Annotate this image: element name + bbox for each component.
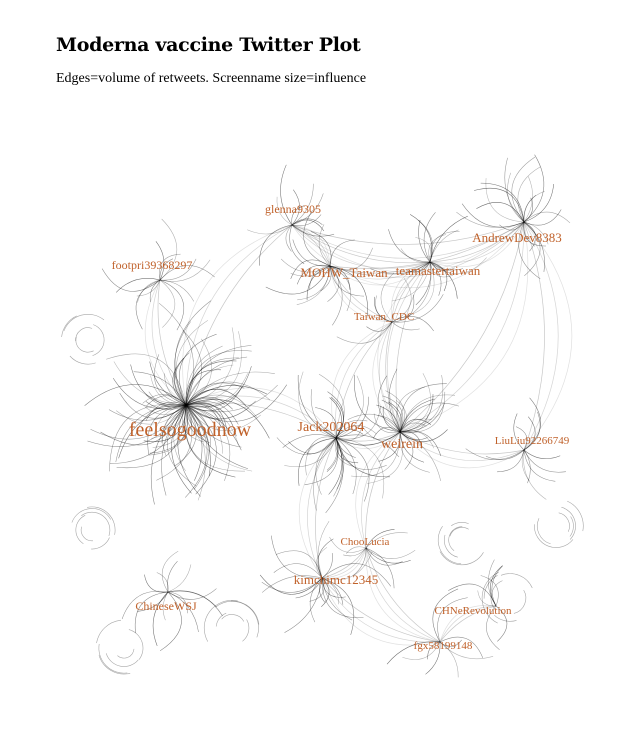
isolated-edge [97,620,122,643]
node-label-fgx58199148: fgx58199148 [413,640,473,652]
isolated-cluster [97,620,144,674]
isolated-cluster [204,600,259,641]
isolated-edge [216,601,259,637]
retweet-edge [168,565,191,593]
isolated-edge [216,613,226,626]
retweet-edge [366,548,411,563]
retweet-fan-feelsogoodnow [85,301,287,505]
retweet-edge [366,548,415,559]
retweet-edge [476,202,524,222]
retweet-edge [522,450,529,481]
retweet-edge [292,225,334,236]
retweet-edge [318,521,329,578]
retweet-edge [474,188,524,222]
node-label-AndrewDev8383: AndrewDev8383 [472,230,562,245]
isolated-edge [91,538,110,550]
isolated-edge [514,590,526,613]
retweet-edge [116,278,160,292]
edge-LiuLiu92266749-AndrewDev8383 [524,222,558,450]
node-label-Taiwan_CDC: Taiwan_CDC [353,311,415,323]
plot-subtitle: Edges=volume of retweets. Screenname size=influence [56,71,367,86]
node-label-weirein: weirein [381,437,423,452]
retweet-edge [524,450,560,459]
isolated-edge [450,527,469,536]
retweet-fan-AndrewDev8383 [456,155,570,279]
retweet-edge [392,322,420,330]
isolated-edge [222,614,244,621]
node-label-teamastertaiwan: teamastertaiwan [395,263,481,278]
node-label-CHNeRevolution: CHNeRevolution [434,605,512,617]
retweet-edge [430,231,460,262]
retweet-edge [524,195,536,222]
retweet-edge [102,269,160,292]
isolated-edge [99,644,127,673]
isolated-edge [570,517,574,537]
retweet-edge [524,212,570,223]
retweet-edge [168,589,217,600]
edge-glenna9305-feelsogoodnow [183,225,292,405]
retweet-edge [492,566,503,606]
isolated-edge [444,535,458,557]
retweet-edge [186,350,252,405]
isolated-edge [117,649,134,658]
isolated-edge [106,653,138,666]
isolated-cluster [438,522,483,565]
isolated-edge [87,507,115,535]
retweet-fan-LiuLiu92266749 [466,398,566,500]
retweet-edge [508,173,524,222]
isolated-edge [501,574,532,588]
retweet-edge [160,280,184,330]
retweet-edge [523,450,546,500]
edge-LiuLiu92266749-AndrewDev8383 [524,222,572,450]
node-label-feelsogoodnow: feelsogoodnow [128,419,252,441]
retweet-edge [466,449,524,460]
retweet-edge [462,204,524,227]
isolated-cluster [62,314,105,364]
retweet-edge [488,560,496,606]
retweet-edge [284,438,336,467]
node-label-ChineseWSJ: ChineseWSJ [135,599,197,613]
retweet-edge [388,229,430,262]
node-label-Jack202064: Jack202064 [297,420,365,435]
isolated-edge [62,316,77,337]
isolated-edge [70,356,96,364]
edge-footpri39368297-feelsogoodnow [152,280,186,405]
isolated-edge [204,600,237,641]
retweet-edge [175,301,211,405]
isolated-edge [81,527,93,541]
node-label-LiuLiu92266749: LiuLiu92266749 [494,435,570,447]
node-label-kimchimc12345: kimchimc12345 [293,572,379,587]
isolated-edge [81,512,110,536]
isolated-edge [449,527,463,551]
isolated-cluster [534,501,583,547]
retweet-edge [337,322,392,343]
node-label-footpri39368297: footpri39368297 [111,258,193,272]
retweet-edge [131,365,186,406]
isolated-edge [93,325,105,356]
retweet-edge [186,346,223,405]
retweet-edge [259,225,292,266]
retweet-fan-Taiwan_CDC [337,273,444,344]
isolated-edge [76,337,94,352]
node-label-MOHW_Taiwan: MOHW_Taiwan [300,265,388,280]
isolated-cluster [72,507,115,549]
edge-weirein-AndrewDev8383 [400,222,528,432]
retweet-edge [167,561,177,592]
isolated-edge [451,522,469,526]
node-label-ChooLucia: ChooLucia [340,536,390,548]
retweet-edge [524,450,555,481]
node-label-glenna9305: glenna9305 [265,202,321,216]
isolated-edge [242,620,248,642]
isolated-edge [559,513,570,532]
isolated-edge [76,328,92,341]
isolated-edge [76,515,85,543]
retweet-edge [144,575,168,593]
retweet-edge [456,212,524,227]
plot-title: Moderna vaccine Twitter Plot [56,34,361,56]
retweet-edge [277,438,336,455]
edge-Jack202064-kimchimc12345 [307,438,336,578]
retweet-edge [247,225,292,234]
